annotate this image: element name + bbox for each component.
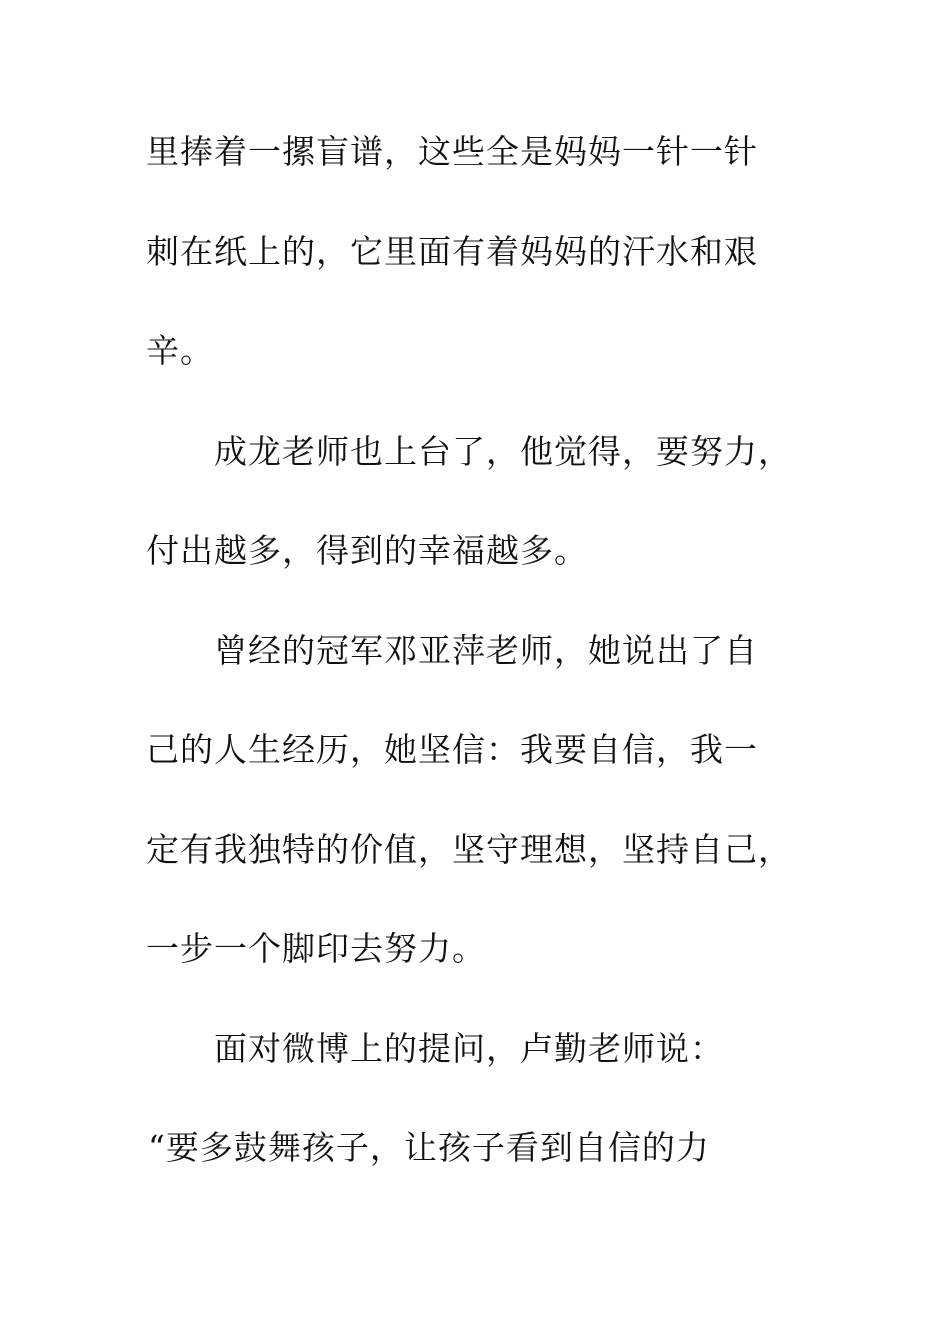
text-line-6: 曾经的冠军邓亚萍老师，她说出了自 — [214, 631, 758, 670]
text-line-9: 一步一个脚印去努力。 — [146, 929, 486, 968]
text-line-8: 定有我独特的价值，坚守理想，坚持自己， — [146, 830, 792, 869]
text-line-3: 辛。 — [146, 331, 214, 370]
text-line-10: 面对微博上的提问，卢勤老师说： — [214, 1029, 724, 1068]
text-line-7: 己的人生经历，她坚信：我要自信，我一 — [146, 730, 758, 769]
text-line-1: 里捧着一摞盲谱，这些全是妈妈一针一针 — [146, 132, 758, 171]
text-line-5: 付出越多，得到的幸福越多。 — [146, 531, 588, 570]
text-line-11: “要多鼓舞孩子，让孩子看到自信的力 — [148, 1128, 710, 1167]
text-line-4: 成龙老师也上台了，他觉得，要努力， — [214, 432, 792, 471]
text-line-2: 刺在纸上的，它里面有着妈妈的汗水和艰 — [146, 232, 758, 271]
